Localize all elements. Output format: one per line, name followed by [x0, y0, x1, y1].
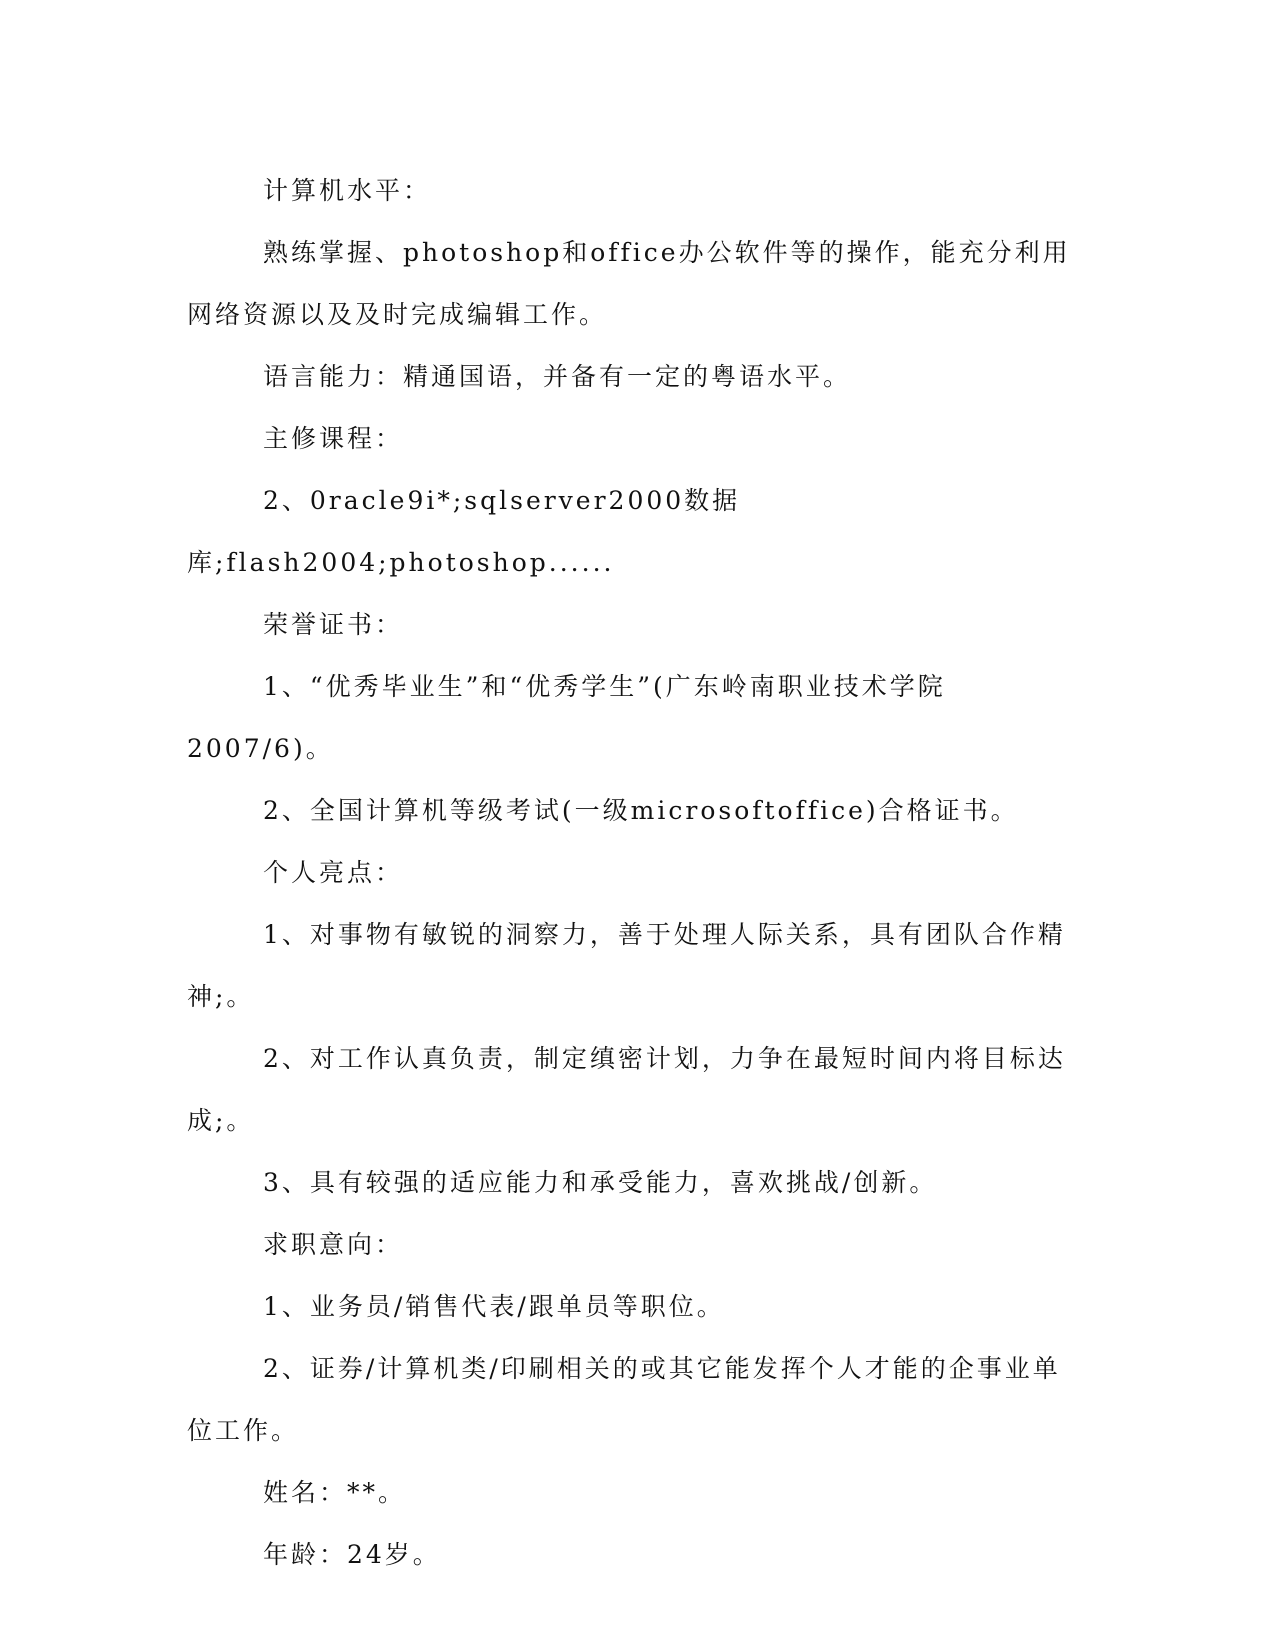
paragraph-highlight-1: 1、对事物有敏锐的洞察力，善于处理人际关系，具有团队合作精神;。 [187, 920, 1066, 1011]
heading-personal-highlights: 个人亮点： [263, 858, 404, 887]
heading-computer-skill: 计算机水平： [263, 176, 432, 205]
heading-job-intention: 求职意向： [263, 1230, 404, 1259]
paragraph-job-intention-2: 2、证券/计算机类/印刷相关的或其它能发挥个人才能的企事业单位工作。 [187, 1354, 1061, 1445]
heading-honor-certificates: 荣誉证书： [263, 610, 404, 639]
paragraph-job-intention-1: 1、业务员/销售代表/跟单员等职位。 [263, 1292, 725, 1321]
paragraph-name: 姓名：**。 [263, 1478, 407, 1507]
heading-main-courses: 主修课程： [263, 424, 404, 453]
paragraph-age: 年龄：24岁。 [263, 1540, 441, 1569]
paragraph-language-ability: 语言能力：精通国语，并备有一定的粤语水平。 [263, 362, 852, 391]
paragraph-highlight-2: 2、对工作认真负责，制定缜密计划，力争在最短时间内将目标达成;。 [187, 1044, 1066, 1135]
paragraph-highlight-3: 3、具有较强的适应能力和承受能力，喜欢挑战/创新。 [263, 1168, 938, 1197]
paragraph-honor-2: 2、全国计算机等级考试(一级microsoftoffice)合格证书。 [263, 796, 1019, 825]
paragraph-honor-1: 1、“优秀毕业生”和“优秀学生”(广东岭南职业技术学院2007/6)。 [187, 672, 946, 763]
paragraph-courses-list: 2、0racle9i*;sqlserver2000数据库;flash2004;photoshop...... [187, 486, 741, 577]
paragraph-computer-skill-detail: 熟练掌握、photoshop和office办公软件等的操作，能充分利用网络资源以及及时完成编辑工作。 [187, 238, 1071, 329]
document-body [187, 160, 1072, 1586]
